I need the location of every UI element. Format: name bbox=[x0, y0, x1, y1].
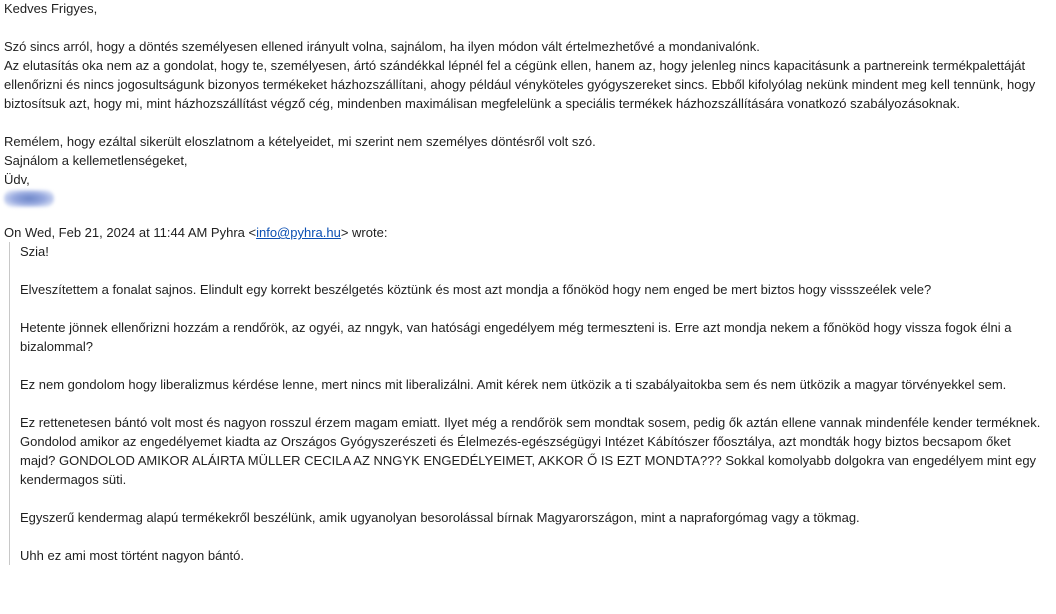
quote-attribution-prefix: On Wed, Feb 21, 2024 at 11:44 AM Pyhra < bbox=[4, 225, 257, 240]
blurred-signature-name bbox=[4, 190, 54, 207]
spacer bbox=[4, 18, 1044, 37]
greeting: Kedves Frigyes, bbox=[4, 1, 98, 16]
quoted-paragraph-1: Elveszítettem a fonalat sajnos. Elindult egy korrekt beszélgetés köztünk és most azt mondja a főnököd hogy nem enged be mert biztos hogy vissszeélek vele? bbox=[20, 282, 932, 297]
spacer bbox=[4, 113, 1044, 132]
reply-paragraph-2: Remélem, hogy ezáltal sikerült eloszlatnom a kételyeidet, mi szerint nem személyes döntésről volt szó. bbox=[4, 134, 596, 149]
quote-attribution bbox=[4, 223, 1044, 242]
sender-email-link[interactable]: info@pyhra.hu bbox=[256, 225, 341, 240]
spacer bbox=[20, 299, 1045, 318]
closing: Üdv, bbox=[4, 172, 30, 187]
quoted-paragraph-3: Ez nem gondolom hogy liberalizmus kérdése lenne, mert nincs mit liberalizálni. Amit kérek nem ütközik a ti szabályaitokba sem és nem ütközik a magyar törvényekkel sem. bbox=[20, 377, 1007, 392]
quoted-message bbox=[9, 242, 1045, 565]
quoted-paragraph-6: Uhh ez ami most történt nagyon bántó. bbox=[20, 548, 245, 563]
redacted-signature bbox=[4, 189, 1044, 212]
reply-paragraph-1-line-1: Szó sincs arról, hogy a döntés személyesen ellened irányult volna, sajnálom, ha ilyen módon vált értelmezhetővé a mondanivalónk. bbox=[4, 39, 760, 54]
reply-paragraph-1-rest: Az elutasítás oka nem az a gondolat, hogy te, személyesen, ártó szándékkal lépnél fel a cégünk ellen, hanem az, hogy jelenleg nincs kapacitásunk a partnereink termékpalettáját ellenőrizni és nincs jogosultságunk bizonyos termékeket házhozszállítani, ahogy például vényköteles gyógyszereket sincs. Ebből kifolyólag nekünk mindent meg kell tennünk, hogy biztosítsuk azt, hogy mi, mint házhozszállítást végző cég, mindenben maximálisan megfelelünk a speciális termékek házhozszállítására vonatkozó szabályozásoknak. bbox=[4, 58, 1036, 111]
spacer bbox=[20, 394, 1045, 413]
spacer bbox=[20, 527, 1045, 546]
quoted-paragraph-5: Egyszerű kendermag alapú termékekről beszélünk, amik ugyanolyan besorolással bírnak Magyarországon, mint a napraforgómag vagy a tökmag. bbox=[20, 510, 860, 525]
quote-attribution-suffix: > wrote: bbox=[340, 225, 388, 240]
spacer bbox=[20, 489, 1045, 508]
spacer bbox=[20, 261, 1045, 280]
quoted-greeting: Szia! bbox=[20, 244, 49, 259]
quoted-paragraph-2: Hetente jönnek ellenőrizni hozzám a rendőrök, az ogyéi, az nngyk, van hatósági engedélyem még termeszteni is. Erre azt mondja nekem a főnököd hogy vissza fogok élni a bizalommal? bbox=[20, 320, 1012, 354]
reply-paragraph-3: Sajnálom a kellemetlenségeket, bbox=[4, 153, 188, 168]
quoted-paragraph-4: Ez rettenetesen bántó volt most és nagyon rosszul érzem magam emiatt. Ilyet még a rendőrök sem mondtak sosem, pedig ők aztán ellene vannak mindenféle kender terméknek. Gondolod amikor az engedélyemet kiadta az Országos Gyógyszerészeti és Élelmezés-egészségügyi Intézet Kábítószer főosztálya, azt mondták hogy biztos becsapom őket majd? GONDOLOD AMIKOR ALÁIRTA MÜLLER CECILA AZ NNGYK ENGEDÉLYEIMET, AKKOR Ő IS EZT MONDTA??? Sokkal komolyabb dolgokra van engedélyem mint egy kendermagos süti. bbox=[20, 415, 1041, 487]
email-body bbox=[4, 0, 1044, 565]
spacer bbox=[20, 356, 1045, 375]
